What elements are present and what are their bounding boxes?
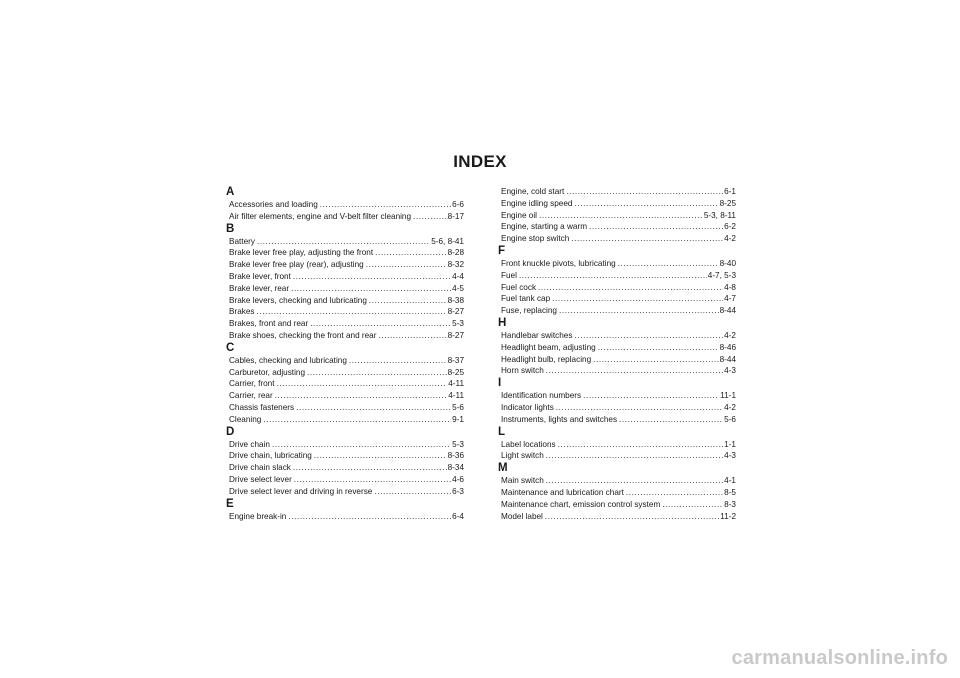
dot-leader	[583, 390, 719, 402]
entry-topic: Drive select lever	[229, 474, 292, 484]
entry-topic: Model label	[501, 511, 543, 521]
entry-topic: Carrier, rear	[229, 391, 273, 401]
index-entry	[226, 318, 464, 330]
index-entry	[498, 186, 736, 198]
dot-leader	[349, 355, 447, 367]
dot-leader	[559, 305, 719, 317]
entry-page: 4-3	[724, 366, 736, 376]
index-entry	[226, 355, 464, 367]
entry-topic: Brake lever free play (rear), adjusting	[229, 260, 364, 270]
entry-topic: Brakes	[229, 307, 255, 317]
entry-topic: Air filter elements, engine and V-belt filter cleaning	[229, 211, 412, 221]
entry-page: 8-37	[447, 355, 464, 365]
index-entry	[498, 414, 736, 426]
entry-topic: Fuel tank cap	[501, 294, 551, 304]
index-entry	[226, 474, 464, 486]
section-letter: D	[226, 425, 235, 438]
dot-leader	[294, 474, 451, 486]
index-entry	[226, 199, 464, 211]
index-column-right	[498, 186, 736, 522]
entry-page: 4-11	[448, 379, 464, 389]
entry-page: 5-6, 8-41	[431, 236, 464, 246]
index-entry	[498, 439, 736, 451]
dot-leader	[545, 511, 719, 523]
entry-topic: Engine break-in	[229, 511, 287, 521]
entry-topic: Drive chain	[229, 439, 270, 449]
index-entry	[226, 211, 464, 223]
dot-leader	[546, 365, 723, 377]
index-entry	[226, 462, 464, 474]
index-entry	[226, 367, 464, 379]
index-entry	[498, 330, 736, 342]
index-column-left	[226, 186, 464, 522]
index-entry	[226, 511, 464, 523]
entry-page: 8-44	[719, 306, 736, 316]
entry-topic: Cleaning	[229, 414, 262, 424]
index-entry	[498, 258, 736, 270]
entry-page: 5-3	[452, 439, 464, 449]
dot-leader	[626, 487, 723, 499]
entry-page: 8-38	[447, 295, 464, 305]
entry-page: 4-8	[724, 282, 736, 292]
dot-leader	[589, 221, 723, 233]
index-entry	[498, 293, 736, 305]
entry-page: 4-4	[452, 271, 464, 281]
entry-topic: Engine, cold start	[501, 187, 565, 196]
index-entry	[498, 210, 736, 222]
entry-topic: Drive chain slack	[229, 463, 291, 473]
entry-page: 9-1	[452, 414, 464, 424]
entry-page: 8-40	[719, 258, 736, 268]
dot-leader	[288, 511, 451, 523]
entry-page: 8-32	[447, 260, 464, 270]
dot-leader	[558, 439, 724, 451]
entry-topic: Engine idling speed	[501, 198, 573, 208]
entry-page: 8-44	[719, 354, 736, 364]
entry-topic: Fuse, replacing	[501, 306, 557, 316]
section-letter: L	[498, 425, 506, 438]
entry-page: 4-1	[724, 476, 736, 486]
entry-topic: Accessories and loading	[229, 200, 318, 209]
index-entry	[226, 486, 464, 498]
section-letter: F	[498, 244, 506, 257]
index-entry	[498, 487, 736, 499]
entry-topic: Brake lever, rear	[229, 283, 290, 293]
section-letter: C	[226, 341, 235, 354]
dot-leader	[413, 211, 447, 223]
entry-page: 8-25	[719, 198, 736, 208]
dot-leader	[618, 258, 719, 270]
entry-topic: Headlight beam, adjusting	[501, 342, 596, 352]
index-entry	[226, 236, 464, 248]
index-entry	[498, 221, 736, 233]
dot-leader	[519, 270, 707, 282]
entry-topic: Cables, checking and lubricating	[229, 355, 347, 365]
entry-topic: Identification numbers	[501, 391, 582, 401]
entry-topic: Fuel cock	[501, 282, 537, 292]
entry-page: 5-6	[452, 402, 464, 412]
dot-leader	[257, 236, 430, 248]
index-entry	[226, 283, 464, 295]
entry-page: 5-6	[724, 414, 736, 424]
dot-leader	[538, 282, 723, 294]
index-entry	[226, 378, 464, 390]
dot-leader	[375, 247, 446, 259]
entry-page: 4-5	[452, 283, 464, 293]
index-entry	[498, 282, 736, 294]
page-title: INDEX	[453, 152, 507, 171]
dot-leader	[369, 295, 447, 307]
dot-leader	[296, 402, 451, 414]
entry-page: 6-3	[452, 486, 464, 496]
dot-leader	[310, 318, 451, 330]
section-letter: H	[498, 316, 507, 329]
entry-topic: Carburetor, adjusting	[229, 367, 306, 377]
index-entry	[226, 271, 464, 283]
dot-leader	[256, 306, 446, 318]
dot-leader	[571, 233, 723, 245]
entry-page: 8-17	[447, 211, 464, 221]
entry-topic: Engine oil	[501, 210, 537, 220]
entry-topic: Light switch	[501, 451, 544, 461]
entry-page: 4-2	[724, 330, 736, 340]
dot-leader	[293, 462, 447, 474]
entry-topic: Carrier, front	[229, 379, 275, 389]
section-letter: A	[226, 186, 235, 198]
entry-page: 5-3, 8-11	[703, 210, 736, 220]
dot-leader	[593, 354, 718, 366]
entry-page: 4-2	[724, 234, 736, 244]
entry-topic: Brakes, front and rear	[229, 319, 309, 329]
index-entry	[226, 247, 464, 259]
section-letter: B	[226, 222, 235, 235]
index-entry	[498, 342, 736, 354]
entry-page: 4-7, 5-3	[707, 270, 736, 280]
dot-leader	[662, 499, 723, 511]
watermark: carmanualsonline.info	[731, 647, 948, 669]
dot-leader	[598, 342, 719, 354]
entry-page: 6-2	[724, 222, 736, 232]
entry-topic: Maintenance and lubrication chart	[501, 487, 624, 497]
entry-page: 8-34	[447, 463, 464, 473]
entry-topic: Main switch	[501, 476, 544, 486]
index-entry	[498, 365, 736, 377]
section-letter: M	[498, 462, 508, 475]
dot-leader	[320, 199, 451, 211]
entry-topic: Battery	[229, 236, 255, 246]
index-entry	[226, 414, 464, 426]
dot-leader	[275, 390, 448, 402]
entry-topic: Fuel	[501, 270, 517, 280]
entry-topic: Engine stop switch	[501, 234, 570, 244]
entry-topic: Headlight bulb, replacing	[501, 354, 592, 364]
entry-topic: Engine, starting a warm	[501, 222, 588, 232]
entry-page: 8-5	[724, 487, 736, 497]
entry-page: 6-4	[452, 511, 464, 521]
entry-topic: Horn switch	[501, 366, 544, 376]
index-entry	[498, 354, 736, 366]
index-entry	[498, 499, 736, 511]
dot-leader	[366, 259, 447, 271]
section-letter: E	[226, 497, 234, 510]
entry-page: 6-6	[452, 200, 464, 209]
dot-leader	[552, 293, 723, 305]
index-entry	[498, 402, 736, 414]
dot-leader	[314, 450, 447, 462]
entry-topic: Drive chain, lubricating	[229, 451, 312, 461]
dot-leader	[566, 186, 723, 198]
dot-leader	[263, 414, 451, 426]
entry-page: 4-11	[448, 391, 464, 401]
entry-page: 5-3	[452, 319, 464, 329]
index-entry	[226, 402, 464, 414]
index-entry	[226, 390, 464, 402]
dot-leader	[546, 475, 723, 487]
entry-topic: Brake lever, front	[229, 271, 291, 281]
index-entry	[498, 233, 736, 245]
index-entry	[226, 450, 464, 462]
index-entry	[498, 305, 736, 317]
entry-page: 8-25	[447, 367, 464, 377]
section-letter: I	[498, 377, 502, 390]
entry-topic: Maintenance chart, emission control system	[501, 499, 661, 509]
entry-page: 8-3	[724, 499, 736, 509]
entry-topic: Instruments, lights and switches	[501, 414, 618, 424]
entry-page: 11-1	[720, 391, 736, 401]
entry-page: 4-7	[724, 294, 736, 304]
entry-page: 8-27	[447, 330, 464, 340]
entry-topic: Chassis fasteners	[229, 402, 295, 412]
index-entry	[498, 450, 736, 462]
entry-topic: Brake lever free play, adjusting the front	[229, 248, 374, 258]
entry-page: 8-46	[719, 342, 736, 352]
dot-leader	[272, 439, 451, 451]
entry-page: 6-1	[724, 187, 736, 196]
index-entry	[498, 390, 736, 402]
entry-page: 8-28	[447, 248, 464, 258]
entry-page: 4-2	[724, 402, 736, 412]
dot-leader	[539, 210, 703, 222]
dot-leader	[374, 486, 451, 498]
index-entry	[498, 475, 736, 487]
dot-leader	[546, 450, 723, 462]
dot-leader	[293, 271, 451, 283]
entry-page: 8-36	[447, 451, 464, 461]
dot-leader	[277, 378, 448, 390]
dot-leader	[307, 367, 447, 379]
entry-topic: Front knuckle pivots, lubricating	[501, 258, 616, 268]
index-entry	[226, 330, 464, 342]
dot-leader	[574, 330, 723, 342]
index-entry	[226, 295, 464, 307]
dot-leader	[556, 402, 723, 414]
dot-leader	[574, 198, 718, 210]
entry-topic: Brake levers, checking and lubricating	[229, 295, 367, 305]
entry-page: 4-6	[452, 474, 464, 484]
index-entry	[226, 259, 464, 271]
entry-page: 4-3	[724, 451, 736, 461]
index-entry	[226, 439, 464, 451]
entry-topic: Label locations	[501, 439, 556, 449]
index-entry	[498, 511, 736, 523]
index-entry	[226, 306, 464, 318]
dot-leader	[291, 283, 451, 295]
entry-page: 1-1	[724, 439, 736, 449]
dot-leader	[378, 330, 446, 342]
entry-topic: Brake shoes, checking the front and rear	[229, 330, 377, 340]
dot-leader	[619, 414, 723, 426]
entry-topic: Indicator lights	[501, 402, 554, 412]
entry-topic: Drive select lever and driving in reverse	[229, 486, 373, 496]
entry-topic: Handlebar switches	[501, 330, 573, 340]
entry-page: 8-27	[447, 307, 464, 317]
index-entry	[498, 270, 736, 282]
entry-page: 11-2	[720, 511, 736, 521]
index-entry	[498, 198, 736, 210]
